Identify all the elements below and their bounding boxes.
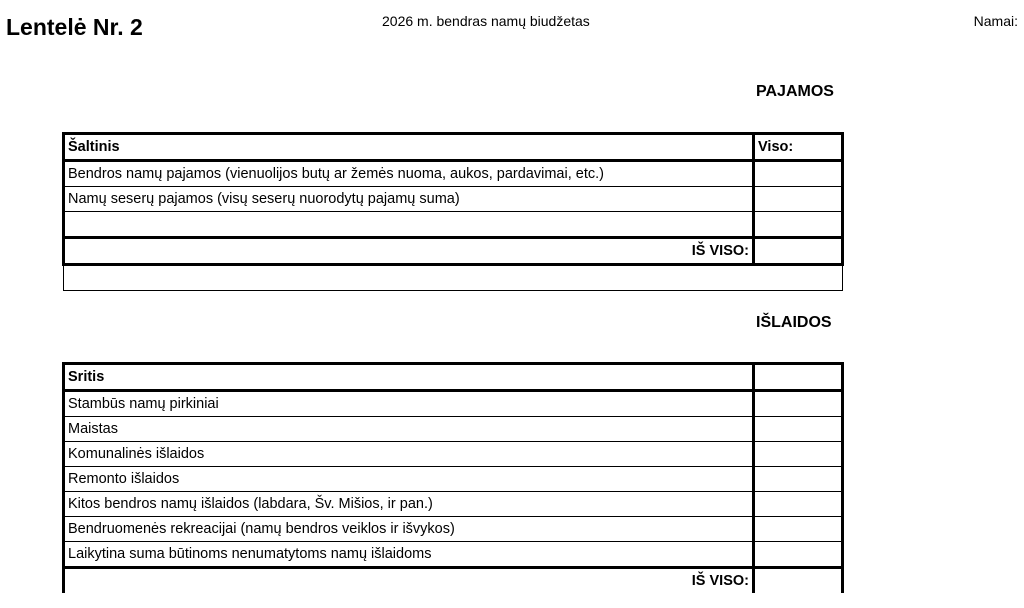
expenses-row-amount-cell[interactable] — [754, 442, 843, 467]
table-row — [64, 442, 843, 467]
expenses-table — [62, 362, 844, 593]
income-row-amount-cell[interactable] — [754, 187, 843, 212]
table-row — [64, 265, 843, 291]
expenses-row-label: Laikytina suma būtinoms nenumatytoms namų išlaidoms — [64, 542, 754, 568]
income-row-amount-cell[interactable] — [754, 161, 843, 187]
table-row — [64, 212, 843, 238]
expenses-row-amount-cell[interactable] — [754, 417, 843, 442]
income-row-label: Bendros namų pajamos (vienuolijos butų ar žemės nuoma, aukos, pardavimai, etc.) — [64, 161, 754, 187]
expenses-total-label: IŠ VISO: — [64, 568, 754, 594]
expenses-row-label: Maistas — [64, 417, 754, 442]
expenses-total-amount-cell[interactable] — [754, 568, 843, 594]
income-heading: PAJAMOS — [756, 83, 834, 100]
expenses-total-row — [64, 568, 843, 594]
expenses-row-label: Bendruomenės rekreacijai (namų bendros veiklos ir išvykos) — [64, 517, 754, 542]
page-subtitle: 2026 m. bendras namų biudžetas — [382, 13, 590, 29]
table-row — [64, 187, 843, 212]
table-row — [64, 391, 843, 417]
houses-label: Namai: — [973, 13, 1018, 29]
income-table-header-row — [64, 134, 843, 161]
page-title: Lentelė Nr. 2 — [6, 14, 143, 40]
table-row — [64, 542, 843, 568]
expenses-row-amount-cell[interactable] — [754, 517, 843, 542]
income-total-row — [64, 238, 843, 265]
expenses-row-amount-cell[interactable] — [754, 492, 843, 517]
income-source-column-header: Šaltinis — [64, 134, 754, 161]
expenses-table-header-row — [64, 364, 843, 391]
expenses-row-amount-cell[interactable] — [754, 467, 843, 492]
income-table — [62, 132, 844, 291]
expenses-row-label: Komunalinės išlaidos — [64, 442, 754, 467]
expenses-row-amount-cell[interactable] — [754, 542, 843, 568]
income-row-label[interactable] — [64, 212, 754, 238]
income-empty-cell — [754, 265, 843, 291]
expenses-row-amount-cell[interactable] — [754, 391, 843, 417]
table-row — [64, 492, 843, 517]
income-row-amount-cell[interactable] — [754, 212, 843, 238]
table-row — [64, 161, 843, 187]
expenses-row-label: Kitos bendros namų išlaidos (labdara, Šv. Mišios, ir pan.) — [64, 492, 754, 517]
table-row — [64, 417, 843, 442]
income-empty-cell — [64, 265, 754, 291]
income-total-label: IŠ VISO: — [64, 238, 754, 265]
table-row — [64, 467, 843, 492]
expenses-area-column-header: Sritis — [64, 364, 754, 391]
income-total-column-header: Viso: — [754, 134, 843, 161]
income-total-amount-cell[interactable] — [754, 238, 843, 265]
income-row-label: Namų seserų pajamos (visų seserų nuorodytų pajamų suma) — [64, 187, 754, 212]
expenses-row-label: Remonto išlaidos — [64, 467, 754, 492]
expenses-heading: IŠLAIDOS — [756, 314, 832, 331]
expenses-row-label: Stambūs namų pirkiniai — [64, 391, 754, 417]
expenses-total-column-header — [754, 364, 843, 391]
table-row — [64, 517, 843, 542]
